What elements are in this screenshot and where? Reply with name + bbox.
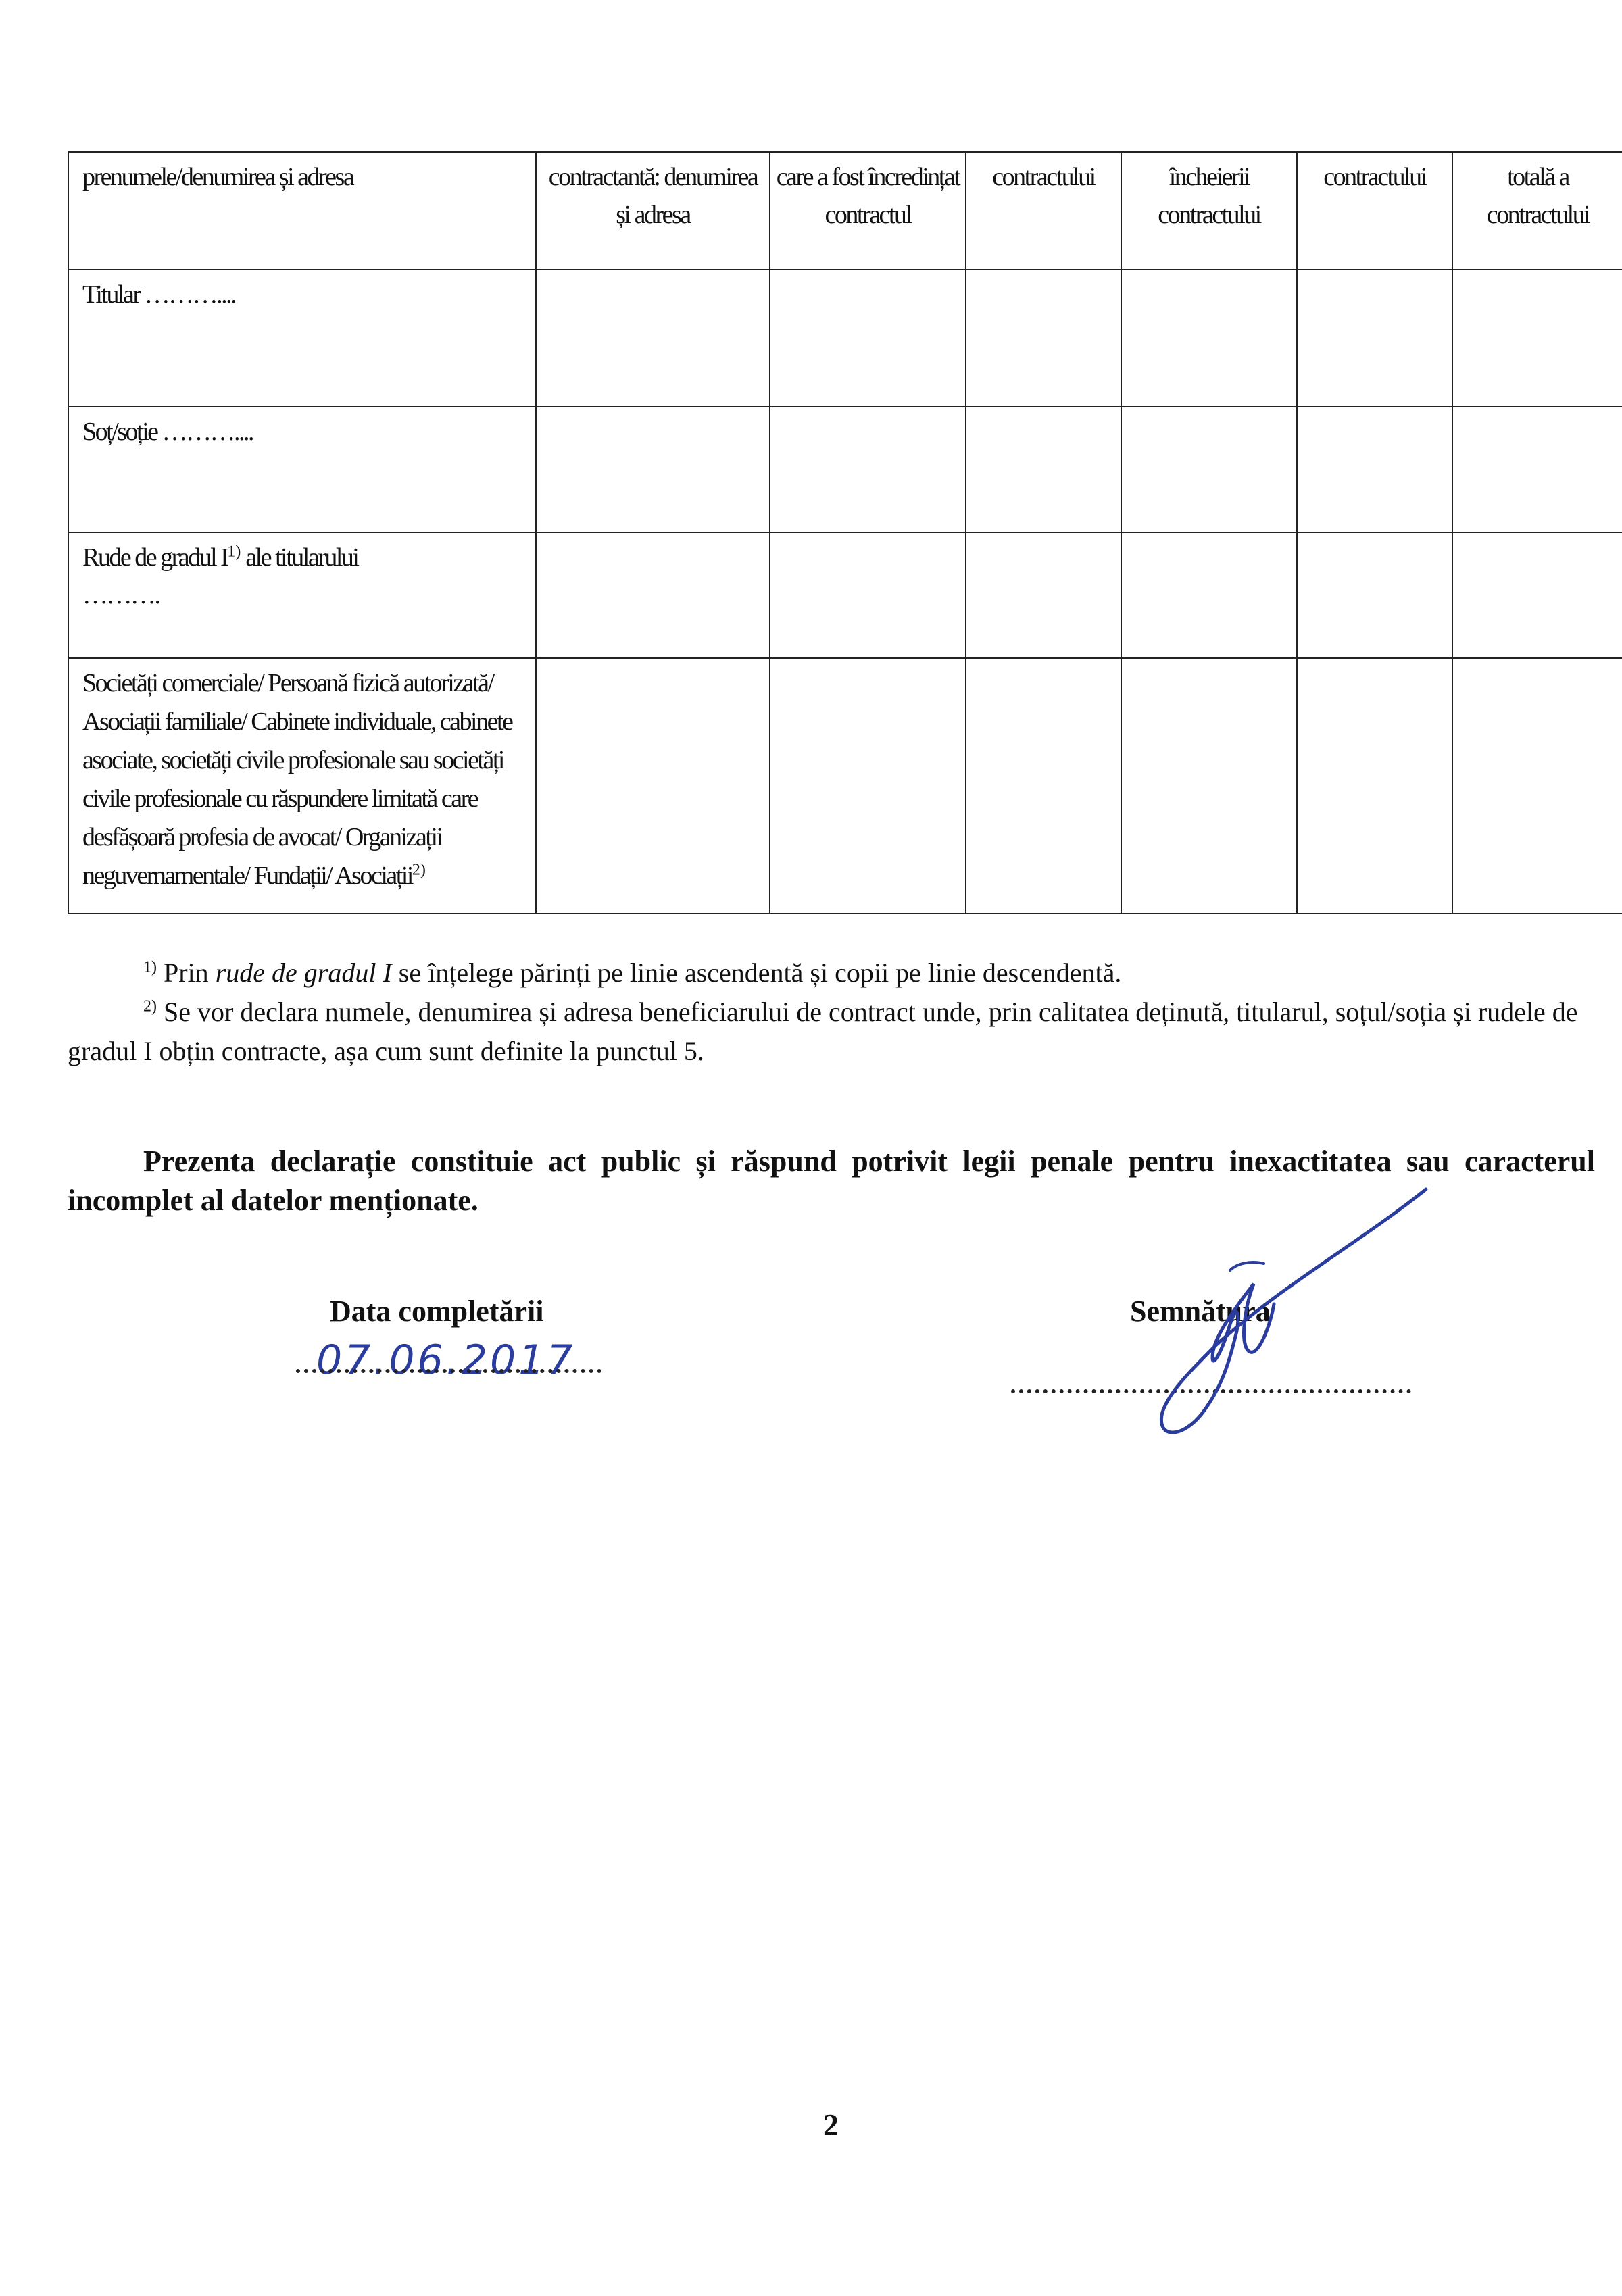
footnote-ref: 2) <box>412 861 426 879</box>
header-cell: contractului <box>966 152 1121 270</box>
header-cell: care a fost încredințat contractul <box>770 152 966 270</box>
table-cell <box>1121 270 1297 407</box>
table-cell <box>536 532 770 658</box>
rude-label-text: Rude de gradul I <box>82 543 228 572</box>
table-cell <box>770 532 966 658</box>
table-cell <box>1452 532 1622 658</box>
table-row <box>68 658 1622 914</box>
table-cell <box>536 270 770 407</box>
signature-image <box>1068 1169 1446 1466</box>
header-cell: contractantă: denumirea și adresa <box>536 152 770 270</box>
table-row <box>68 407 1622 532</box>
table-row <box>68 532 1622 658</box>
table-cell <box>770 658 966 914</box>
footnote-ref: 1) <box>227 543 241 561</box>
footnote-2 <box>68 993 1602 1071</box>
footnote-mark: 2) <box>143 997 157 1016</box>
handwritten-date: 07.06.2017 <box>316 1337 576 1384</box>
table-cell <box>770 270 966 407</box>
page-number: 2 <box>823 2107 839 2142</box>
rude-label-tail: ale titularului <box>241 543 358 572</box>
table-cell <box>1452 407 1622 532</box>
row-label-societati <box>68 658 536 914</box>
header-cell: încheierii contractului <box>1121 152 1297 270</box>
header-cell: contractului <box>1297 152 1452 270</box>
table-cell <box>966 658 1121 914</box>
table-cell <box>1121 658 1297 914</box>
row-label-titular: Titular ……….... <box>68 270 536 407</box>
contracts-table <box>68 151 1622 914</box>
table-cell <box>1121 407 1297 532</box>
declaration-statement: Prezenta declarație constituie act public și răspund potrivit legii penale pentru inexactitatea sau caracterul incomplet al datelor menționate. <box>68 1145 1595 1217</box>
table-cell <box>1297 407 1452 532</box>
footnote-text: se înțelege părinți pe linie ascendentă și copii pe linie descendentă. <box>391 957 1122 988</box>
footnote-1 <box>68 953 1602 993</box>
header-cell: prenumele/denumirea și adresa <box>68 152 536 270</box>
footnote-emphasis: rude de gradul I <box>215 957 392 988</box>
table-cell <box>536 407 770 532</box>
table-cell <box>1297 658 1452 914</box>
row-label-sot-sotie: Soț/soție ……….... <box>68 407 536 532</box>
table-cell <box>1297 532 1452 658</box>
footnote-text: Prin <box>157 957 216 988</box>
table-cell <box>1121 532 1297 658</box>
table-cell <box>966 407 1121 532</box>
table-cell <box>966 532 1121 658</box>
footnote-text: Se vor declara numele, denumirea și adresa beneficiarului de contract unde, prin calitatea deținută, titularul, soțul/soția și rudele de gradul I obțin contracte, așa cum sunt definite la punctul 5. <box>68 997 1578 1066</box>
societati-label-text: Societăți comerciale/ Persoană fizică autorizată/ Asociații familiale/ Cabinete individuale, cabinete asociate, societăți civile profesionale sau societăți civile profesionale cu răspundere limitată care desfășoară profesia de avocat/ Organizații neguvernamentale/ Fundații/ Asociații <box>82 669 512 890</box>
date-dotted-line <box>296 1369 601 1373</box>
signature-label: Semnătura <box>1130 1295 1271 1328</box>
table-cell <box>536 658 770 914</box>
row-label-rude <box>68 532 536 658</box>
header-cell: totală a contractului <box>1452 152 1622 270</box>
table-cell <box>1452 658 1622 914</box>
footnote-mark: 1) <box>143 958 157 976</box>
table-cell <box>966 270 1121 407</box>
table-cell <box>1452 270 1622 407</box>
table-header-row <box>68 152 1622 270</box>
rude-label-dots: ………. <box>82 581 159 609</box>
table-cell <box>1297 270 1452 407</box>
table-row <box>68 270 1622 407</box>
date-label: Data completării <box>330 1295 544 1328</box>
table-cell <box>770 407 966 532</box>
